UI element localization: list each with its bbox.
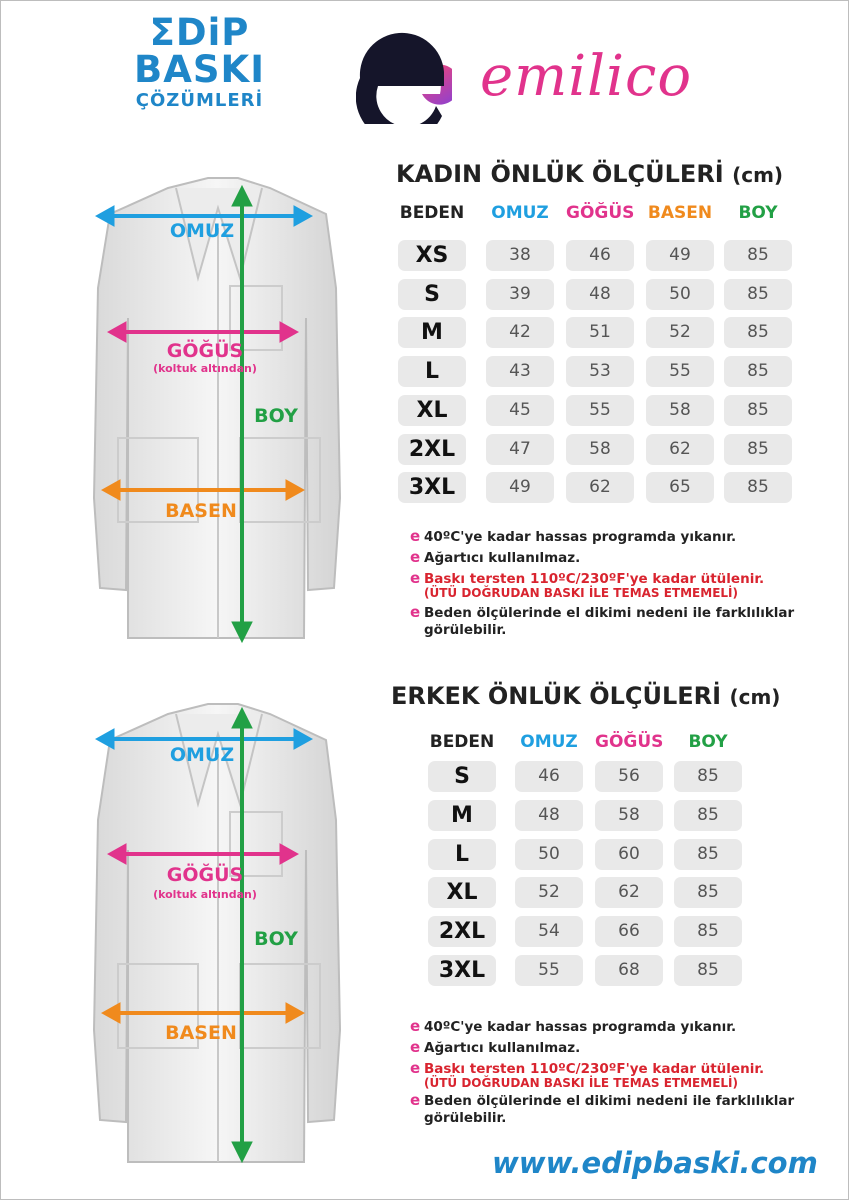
men-basen-arrow xyxy=(102,1003,304,1023)
women-note-iron-text: Baskı tersten 110ºC/230ºF'ye kadar ütülenir. xyxy=(424,571,765,587)
women-size-cell: L xyxy=(398,356,466,387)
women-value-cell: 85 xyxy=(724,395,792,426)
men-value-cell: 55 xyxy=(515,955,583,986)
men-value-cell: 46 xyxy=(515,761,583,792)
emilico-e-bullet-icon: e xyxy=(410,1091,421,1109)
women-value-cell: 49 xyxy=(486,472,554,503)
women-header-2: GÖĞÜS xyxy=(566,203,635,223)
women-basen-arrow xyxy=(102,480,304,500)
women-value-cell: 55 xyxy=(646,356,714,387)
women-value-cell: 39 xyxy=(486,279,554,310)
men-value-cell: 85 xyxy=(674,800,742,831)
women-note-sizes-text: Beden ölçülerinde el dikimi nedeni ile farklılıklar xyxy=(424,605,795,621)
women-value-cell: 51 xyxy=(566,317,634,348)
men-note-sizes xyxy=(410,1092,794,1109)
women-value-cell: 49 xyxy=(646,240,714,271)
women-value-cell: 85 xyxy=(724,279,792,310)
emilico-e-bullet-icon: e xyxy=(410,527,421,545)
men-value-cell: 85 xyxy=(674,877,742,908)
women-size-cell: XL xyxy=(398,395,466,426)
emilico-e-bullet-icon: e xyxy=(410,1038,421,1056)
women-section-title xyxy=(396,160,783,188)
men-value-cell: 66 xyxy=(595,916,663,947)
men-note-wash-text: 40ºC'ye kadar hassas programda yıkanır. xyxy=(424,1019,737,1035)
women-value-cell: 45 xyxy=(486,395,554,426)
women-note-sizes-cont: görülebilir. xyxy=(424,622,507,638)
women-title-text: KADIN ÖNLÜK ÖLÇÜLERİ xyxy=(396,160,724,188)
women-value-cell: 48 xyxy=(566,279,634,310)
women-note-bleach xyxy=(410,549,580,566)
women-header-3: BASEN xyxy=(647,203,713,223)
men-note-sizes-text: Beden ölçülerinde el dikimi nedeni ile farklılıklar xyxy=(424,1093,795,1109)
men-section-title xyxy=(391,682,780,710)
men-value-cell: 85 xyxy=(674,916,742,947)
women-note-wash-text: 40ºC'ye kadar hassas programda yıkanır. xyxy=(424,529,737,545)
men-value-cell: 54 xyxy=(515,916,583,947)
men-value-cell: 48 xyxy=(515,800,583,831)
women-header-0: BEDEN xyxy=(399,203,465,223)
women-value-cell: 55 xyxy=(566,395,634,426)
women-value-cell: 85 xyxy=(724,356,792,387)
emilico-e-bullet-icon: e xyxy=(410,1059,421,1077)
women-gogus-sub-label: (koltuk altından) xyxy=(153,362,257,375)
men-value-cell: 85 xyxy=(674,839,742,870)
website-link[interactable]: www.edipbaski.com xyxy=(492,1146,818,1180)
men-title-unit: (cm) xyxy=(729,685,781,709)
women-value-cell: 85 xyxy=(724,434,792,465)
men-note-sizes-cont: görülebilir. xyxy=(424,1110,507,1126)
men-note-iron-warning: (ÜTÜ DOĞRUDAN BASKI İLE TEMAS ETMEMELİ) xyxy=(424,1076,738,1090)
women-gogus-label: GÖĞÜS xyxy=(166,340,244,362)
men-note-bleach xyxy=(410,1039,580,1056)
men-header-3: BOY xyxy=(688,732,728,752)
men-value-cell: 58 xyxy=(595,800,663,831)
men-title-text: ERKEK ÖNLÜK ÖLÇÜLERİ xyxy=(391,682,722,710)
women-value-cell: 58 xyxy=(566,434,634,465)
women-basen-label: BASEN xyxy=(165,500,237,522)
women-note-wash xyxy=(410,528,736,545)
women-header-4: BOY xyxy=(738,203,778,223)
emilico-e-bullet-icon: e xyxy=(410,1017,421,1035)
emilico-e-bullet-icon: e xyxy=(410,603,421,621)
men-header-2: GÖĞÜS xyxy=(595,732,664,752)
emilico-e-bullet-icon: e xyxy=(410,569,421,587)
edip-logo-line3: ÇÖZÜMLERİ xyxy=(135,90,264,111)
edip-logo-line1: ƩDiP xyxy=(149,11,250,54)
men-size-cell: XL xyxy=(428,877,496,908)
women-value-cell: 65 xyxy=(646,472,714,503)
men-size-cell: M xyxy=(428,800,496,831)
men-value-cell: 60 xyxy=(595,839,663,870)
men-value-cell: 85 xyxy=(674,761,742,792)
women-value-cell: 85 xyxy=(724,472,792,503)
men-header-1: OMUZ xyxy=(520,732,578,752)
edip-logo-line2: BASKI xyxy=(134,48,265,91)
women-size-cell: M xyxy=(398,317,466,348)
women-title-unit: (cm) xyxy=(732,163,784,187)
women-size-cell: S xyxy=(398,279,466,310)
men-boy-label: BOY xyxy=(254,928,298,950)
men-size-cell: S xyxy=(428,761,496,792)
women-note-iron-warning: (ÜTÜ DOĞRUDAN BASKI İLE TEMAS ETMEMELİ) xyxy=(424,586,738,600)
men-note-iron-text: Baskı tersten 110ºC/230ºF'ye kadar ütülenir. xyxy=(424,1061,765,1077)
men-note-bleach-text: Ağartıcı kullanılmaz. xyxy=(424,1040,581,1056)
women-size-cell: XS xyxy=(398,240,466,271)
women-value-cell: 62 xyxy=(566,472,634,503)
men-value-cell: 62 xyxy=(595,877,663,908)
women-size-cell: 3XL xyxy=(398,472,466,503)
men-omuz-label: OMUZ xyxy=(169,744,235,766)
women-value-cell: 62 xyxy=(646,434,714,465)
women-value-cell: 38 xyxy=(486,240,554,271)
men-size-cell: 3XL xyxy=(428,955,496,986)
men-basen-label: BASEN xyxy=(165,1022,237,1044)
men-note-wash xyxy=(410,1018,736,1035)
men-size-cell: 2XL xyxy=(428,916,496,947)
women-size-cell: 2XL xyxy=(398,434,466,465)
women-note-sizes xyxy=(410,604,794,621)
men-value-cell: 85 xyxy=(674,955,742,986)
women-value-cell: 53 xyxy=(566,356,634,387)
women-value-cell: 85 xyxy=(724,317,792,348)
women-value-cell: 85 xyxy=(724,240,792,271)
women-header-1: OMUZ xyxy=(491,203,549,223)
men-gogus-label: GÖĞÜS xyxy=(166,864,244,886)
women-value-cell: 52 xyxy=(646,317,714,348)
women-note-bleach-text: Ağartıcı kullanılmaz. xyxy=(424,550,581,566)
men-value-cell: 50 xyxy=(515,839,583,870)
women-omuz-label: OMUZ xyxy=(169,220,235,242)
men-gogus-sub-label: (koltuk altından) xyxy=(153,888,257,901)
women-value-cell: 43 xyxy=(486,356,554,387)
women-gogus-arrow xyxy=(108,322,298,342)
women-boy-label: BOY xyxy=(254,405,298,427)
men-header-0: BEDEN xyxy=(429,732,495,752)
women-value-cell: 42 xyxy=(486,317,554,348)
men-value-cell: 68 xyxy=(595,955,663,986)
women-value-cell: 58 xyxy=(646,395,714,426)
men-value-cell: 56 xyxy=(595,761,663,792)
women-value-cell: 47 xyxy=(486,434,554,465)
men-value-cell: 52 xyxy=(515,877,583,908)
women-value-cell: 46 xyxy=(566,240,634,271)
men-gogus-arrow xyxy=(108,844,298,864)
men-size-cell: L xyxy=(428,839,496,870)
emilico-e-bullet-icon: e xyxy=(410,548,421,566)
women-value-cell: 50 xyxy=(646,279,714,310)
emilico-wordmark: emilico xyxy=(480,44,693,109)
